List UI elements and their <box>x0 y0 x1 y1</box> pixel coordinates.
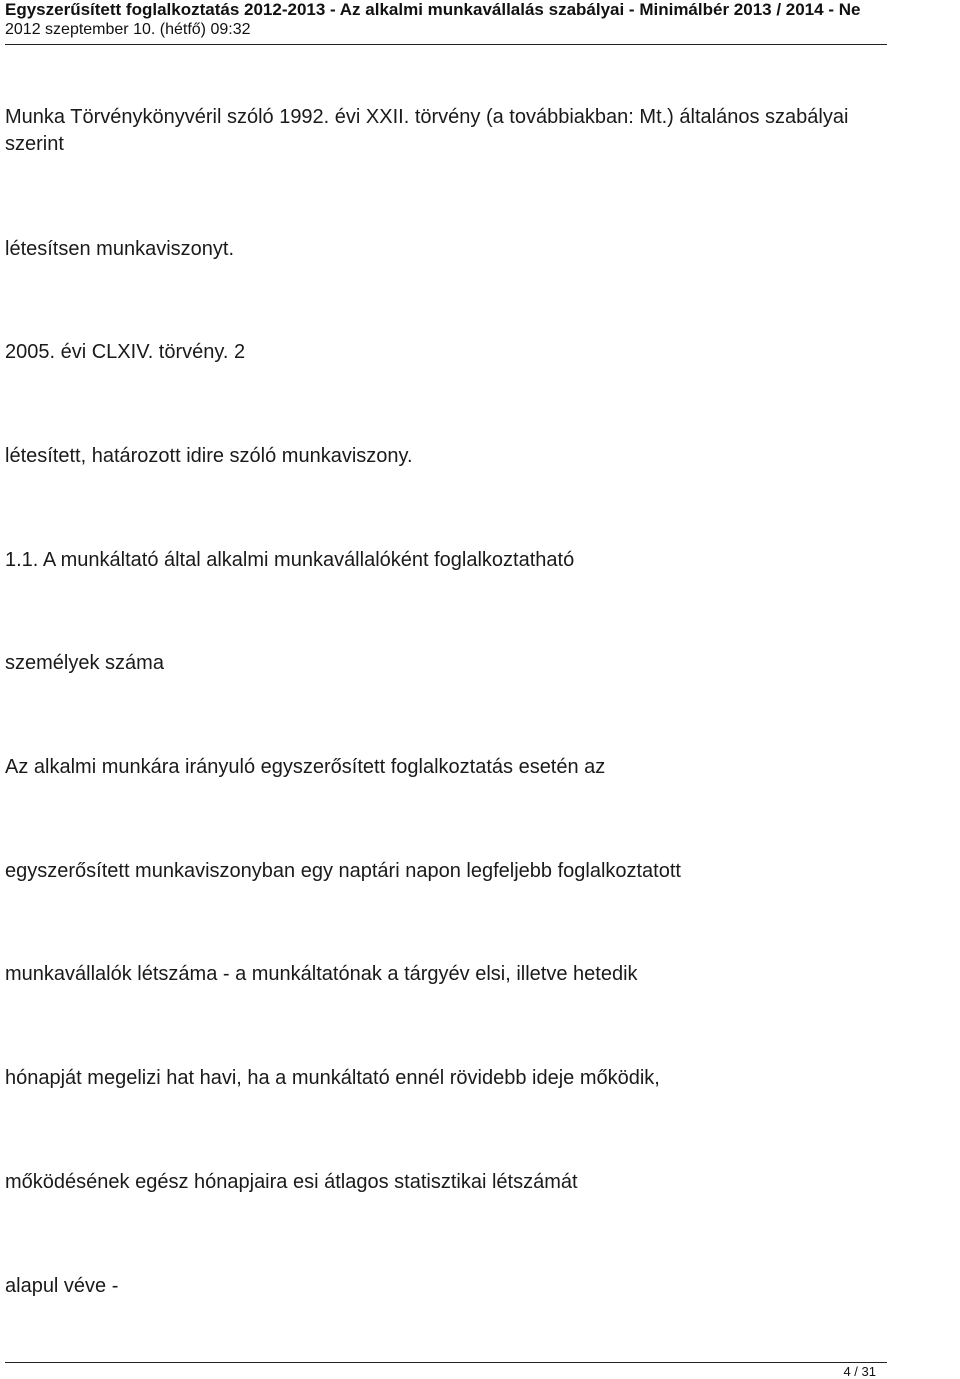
section-heading: személyek száma <box>5 652 164 674</box>
body-line: mőködésének egész hónapjaira esi átlagos statisztikai létszámát <box>5 1171 578 1193</box>
body-line: Munka Törvénykönyvéril szóló 1992. évi XXII. törvény (a továbbiakban: Mt.) általános szabályai <box>5 106 849 128</box>
body-line: munkavállalók létszáma - a munkáltatónak a tárgyév elsi, illetve hetedik <box>5 963 638 985</box>
body-line: Az alkalmi munkára irányuló egyszerősített foglalkoztatás esetén az <box>5 756 606 778</box>
body-line: létesített, határozott idire szóló munkaviszony. <box>5 445 413 467</box>
page-header <box>0 0 960 46</box>
header-title: Egyszerűsített foglalkoztatás 2012-2013 - Az alkalmi munkavállalás szabályai - Minimálbér 2013 / 2014 - Ne <box>5 0 861 19</box>
body-line: alapul véve - <box>5 1275 119 1297</box>
header-divider <box>5 44 887 45</box>
body-line: hónapját megelizi hat havi, ha a munkáltató ennél rövidebb ideje mőködik, <box>5 1067 660 1089</box>
section-heading: 1.1. A munkáltató által alkalmi munkavállalóként foglalkoztatható <box>5 549 575 571</box>
header-date: 2012 szeptember 10. (hétfő) 09:32 <box>5 21 251 38</box>
body-line: egyszerősített munkaviszonyban egy naptári napon legfeljebb foglalkoztatott <box>5 860 681 882</box>
body-line: szerint <box>5 133 64 155</box>
footer-divider <box>5 1362 887 1363</box>
page-number: 4 / 31 <box>843 1364 876 1379</box>
body-line: 2005. évi CLXIV. törvény. 2 <box>5 341 246 363</box>
body-line: létesítsen munkaviszonyt. <box>5 238 234 260</box>
